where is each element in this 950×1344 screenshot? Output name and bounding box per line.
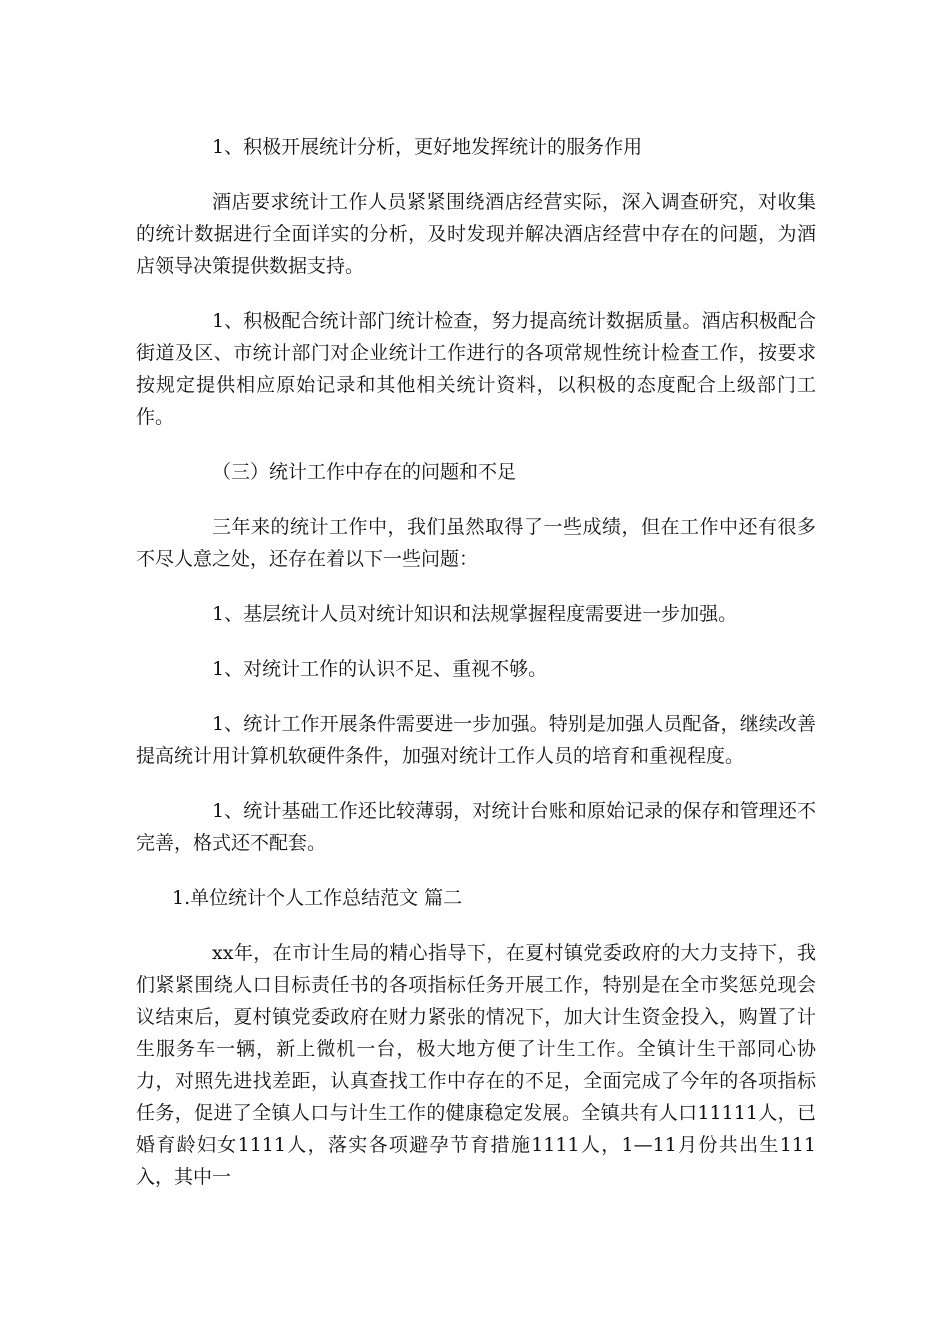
section-heading-part-two: 1.单位统计个人工作总结范文 篇二 xyxy=(172,887,463,909)
paragraph-three-years-summary: 三年来的统计工作中，我们虽然取得了一些成绩，但在工作中还有很多不尽人意之处，还存在着以下一些问题： xyxy=(136,516,816,570)
paragraph-cooperate-inspection: 1、积极配合统计部门统计检查，努力提高统计数据质量。酒店积极配合街道及区、市统计部门对企业统计工作进行的各项常规性统计检查工作，按要求按规定提供相应原始记录和其他相关统计资料，以积极的态度配合上级部门工作。 xyxy=(136,310,816,428)
paragraph-problem-foundation: 1、统计基础工作还比较薄弱，对统计台账和原始记录的保存和管理还不完善，格式还不配套。 xyxy=(136,800,816,854)
paragraph-problems-heading: （三）统计工作中存在的问题和不足 xyxy=(212,461,517,483)
paragraph-statistical-analysis-heading: 1、积极开展统计分析，更好地发挥统计的服务作用 xyxy=(212,136,643,158)
document-body xyxy=(136,131,816,1216)
paragraph-problem-awareness: 1、对统计工作的认识不足、重视不够。 xyxy=(212,658,548,680)
paragraph-problem-knowledge: 1、基层统计人员对统计知识和法规掌握程度需要进一步加强。 xyxy=(212,603,738,625)
paragraph-family-planning-report: xx年，在市计生局的精心指导下，在夏村镇党委政府的大力支持下，我们紧紧围绕人口目标责任书的各项指标任务开展工作，特别是在全市奖惩兑现会议结束后，夏村镇党委政府在财力紧张的情况下，加大计生资金投入，购置了计生服务车一辆，新上微机一台，极大地方便了计生工作。全镇计生干部同心协力，对照先进找差距，认真查找工作中存在的不足，全面完成了今年的各项指标任务，促进了全镇人口与计生工作的健康稳定发展。全镇共有人口11111人，已婚育龄妇女1111人，落实各项避孕节育措施1111人，1—11月份共出生111入，其中一 xyxy=(136,942,816,1188)
paragraph-problem-conditions: 1、统计工作开展条件需要进一步加强。特别是加强人员配备，继续改善提高统计用计算机软硬件条件，加强对统计工作人员的培育和重视程度。 xyxy=(136,713,816,767)
paragraph-hotel-requirements: 酒店要求统计工作人员紧紧围绕酒店经营实际，深入调查研究，对收集的统计数据进行全面详实的分析，及时发现并解决酒店经营中存在的问题，为酒店领导决策提供数据支持。 xyxy=(136,191,816,277)
